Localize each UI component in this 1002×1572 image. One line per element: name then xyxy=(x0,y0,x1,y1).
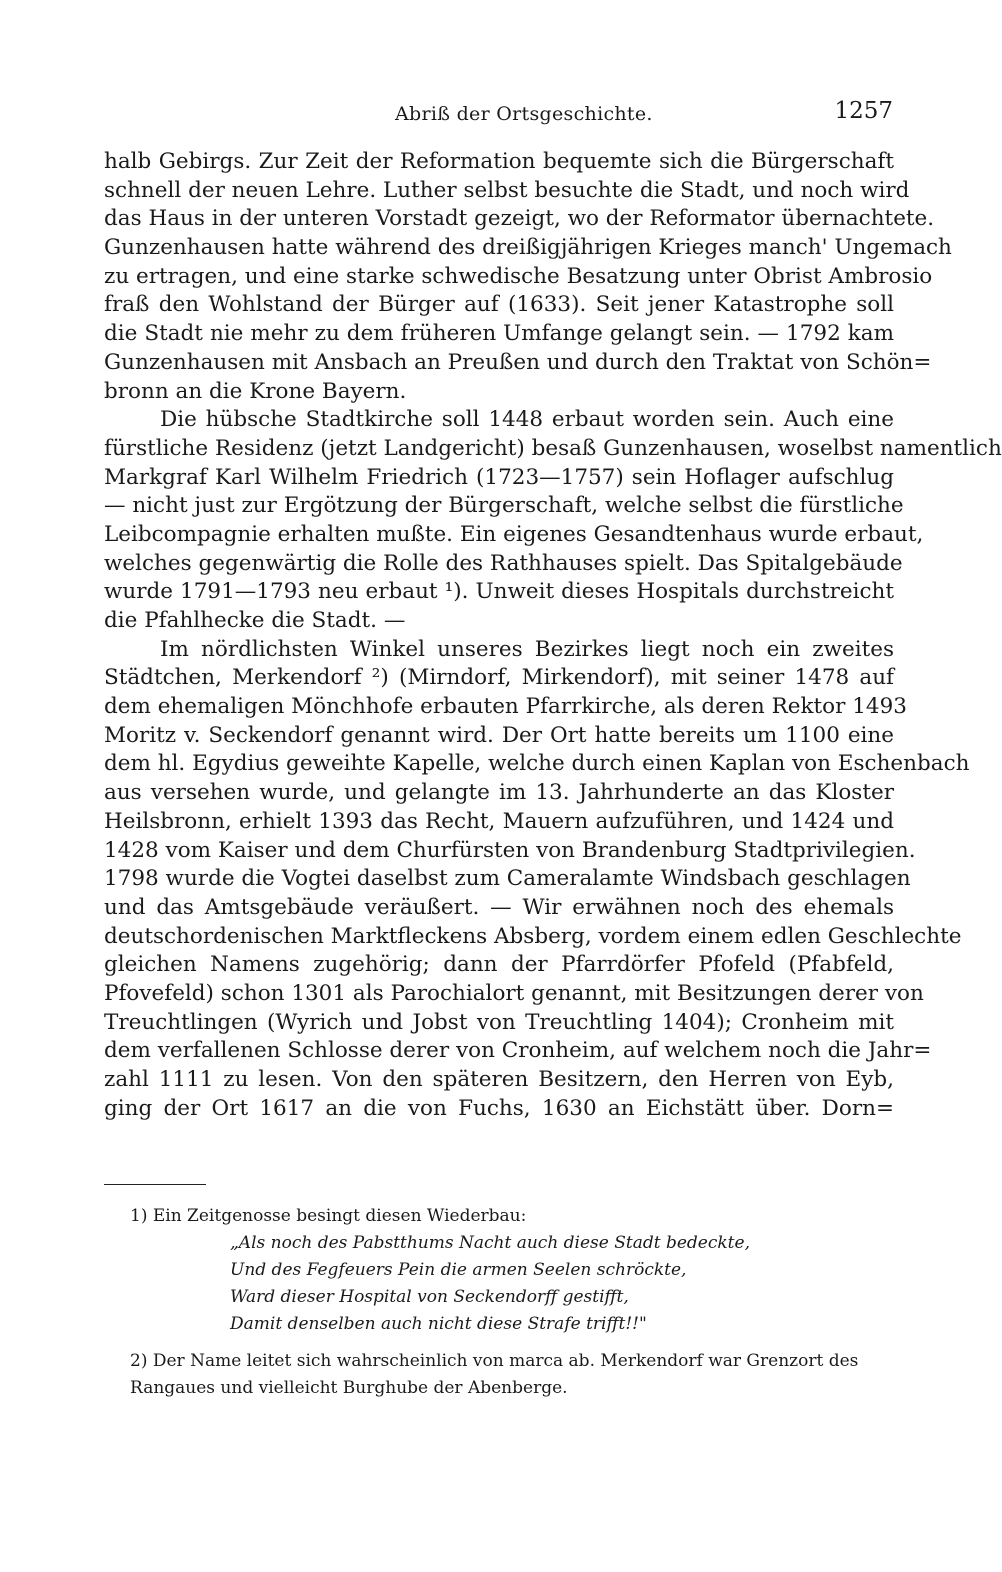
text-line: die Pfahlhecke die Stadt. — xyxy=(104,608,406,633)
text-line: zahl 1111 zu lesen. Von den späteren Besitzern, den Herren von Eyb, xyxy=(104,1067,894,1092)
footnote-1-verse-line: Ward dieser Hospital von Seckendorff gestifft, xyxy=(230,1287,629,1307)
text-line: — nicht just zur Ergötzung der Bürgerschaft, welche selbst die fürstliche xyxy=(104,493,904,519)
footnote-2-line: 2) Der Name leitet sich wahrscheinlich von marca ab. Merkendorf war Grenzort des xyxy=(130,1351,859,1371)
text-line: Heilsbronn, erhielt 1393 das Recht, Mauern aufzuführen, und 1424 und xyxy=(104,808,894,834)
text-line: das Haus in der unteren Vorstadt gezeigt, wo der Reformator übernachtete. xyxy=(104,206,935,232)
text-line: Im nördlichsten Winkel unseres Bezirkes liegt noch ein zweites xyxy=(160,636,894,662)
text-line: aus versehen wurde, und gelangte im 13. Jahrhunderte an das Kloster xyxy=(104,780,894,806)
footnote-1-verse-line: Damit denselben auch nicht diese Strafe trifft!!" xyxy=(230,1314,647,1334)
text-line: ging der Ort 1617 an die von Fuchs, 1630 an Eichstätt über. Dorn= xyxy=(104,1095,894,1121)
running-title: Abriß der Ortsgeschichte. xyxy=(395,103,653,125)
text-line: dem hl. Egydius geweihte Kapelle, welche durch einen Kaplan von Eschenbach xyxy=(104,751,970,777)
text-line: 1798 wurde die Vogtei daselbst zum Cameralamte Windsbach geschlagen xyxy=(104,866,911,892)
text-line: Städtchen, Merkendorf ²) (Mirndorf, Mirkendorf), mit seiner 1478 auf xyxy=(104,665,894,691)
footnote-1-verse-line: Und des Fegfeuers Pein die armen Seelen schröckte, xyxy=(230,1260,687,1280)
text-line: dem verfallenen Schlosse derer von Cronheim, auf welchem noch die Jahr= xyxy=(104,1038,932,1064)
text-line: wurde 1791—1793 neu erbaut ¹). Unweit dieses Hospitals durchstreicht xyxy=(104,579,894,605)
text-line: Moritz v. Seckendorf genannt wird. Der Ort hatte bereits um 1100 eine xyxy=(104,722,894,748)
body-text xyxy=(104,148,1002,1123)
text-line: fürstliche Residenz (jetzt Landgericht) besaß Gunzenhausen, woselbst namentlich xyxy=(104,435,1002,461)
footnotes xyxy=(104,1203,894,1402)
text-line: bronn an die Krone Bayern. xyxy=(104,378,407,404)
text-line: gleichen Namens zugehörig; dann der Pfarrdörfer Pfofeld (Pfabfeld, xyxy=(104,952,894,978)
text-line: fraß den Wohlstand der Bürger auf (1633). Seit jener Katastrophe soll xyxy=(104,292,894,318)
footnote-1-intro: 1) Ein Zeitgenosse besingt diesen Wiederbau: xyxy=(130,1206,527,1226)
footnote-1-verse-line: „Als noch des Pabstthums Nacht auch diese Stadt bedeckte, xyxy=(230,1233,750,1253)
text-line: die Stadt nie mehr zu dem früheren Umfange gelangt sein. — 1792 kam xyxy=(104,321,894,347)
text-line: Leibcompagnie erhalten mußte. Ein eigenes Gesandtenhaus wurde erbaut, xyxy=(104,521,924,547)
text-line: Die hübsche Stadtkirche soll 1448 erbaut worden sein. Auch eine xyxy=(160,407,894,433)
text-line: halb Gebirgs. Zur Zeit der Reformation bequemte sich die Bürgerschaft xyxy=(104,149,894,174)
text-line: Pfovefeld) schon 1301 als Parochialort genannt, mit Besitzungen derer von xyxy=(104,980,924,1006)
text-line: und das Amtsgebäude veräußert. — Wir erwähnen noch des ehemals xyxy=(104,894,894,920)
footnote-2-line: Rangaues und vielleicht Burghube der Abenberge. xyxy=(130,1378,568,1398)
text-line: 1428 vom Kaiser und dem Churfürsten von Brandenburg Stadtprivilegien. xyxy=(104,837,916,863)
page-number: 1257 xyxy=(834,98,893,124)
text-line: welches gegenwärtig die Rolle des Rathhauses spielt. Das Spitalgebäude xyxy=(104,550,903,576)
text-line: Gunzenhausen hatte während des dreißigjährigen Krieges manch' Ungemach xyxy=(104,235,952,261)
text-line: Treuchtlingen (Wyrich und Jobst von Treuchtling 1404); Cronheim mit xyxy=(104,1009,894,1035)
text-line: deutschordenischen Marktfleckens Absberg, vordem einem edlen Geschlechte xyxy=(104,923,962,949)
text-line: Gunzenhausen mit Ansbach an Preußen und durch den Traktat von Schön= xyxy=(104,349,932,375)
text-line: Markgraf Karl Wilhelm Friedrich (1723—1757) sein Hoflager aufschlug xyxy=(104,464,894,490)
text-line: schnell der neuen Lehre. Luther selbst besuchte die Stadt, und noch wird xyxy=(104,177,910,203)
text-line: dem ehemaligen Mönchhofe erbauten Pfarrkirche, als deren Rektor 1493 xyxy=(104,694,907,720)
footnote-divider xyxy=(104,1184,206,1185)
text-line: zu ertragen, und eine starke schwedische Besatzung unter Obrist Ambrosio xyxy=(104,263,933,289)
